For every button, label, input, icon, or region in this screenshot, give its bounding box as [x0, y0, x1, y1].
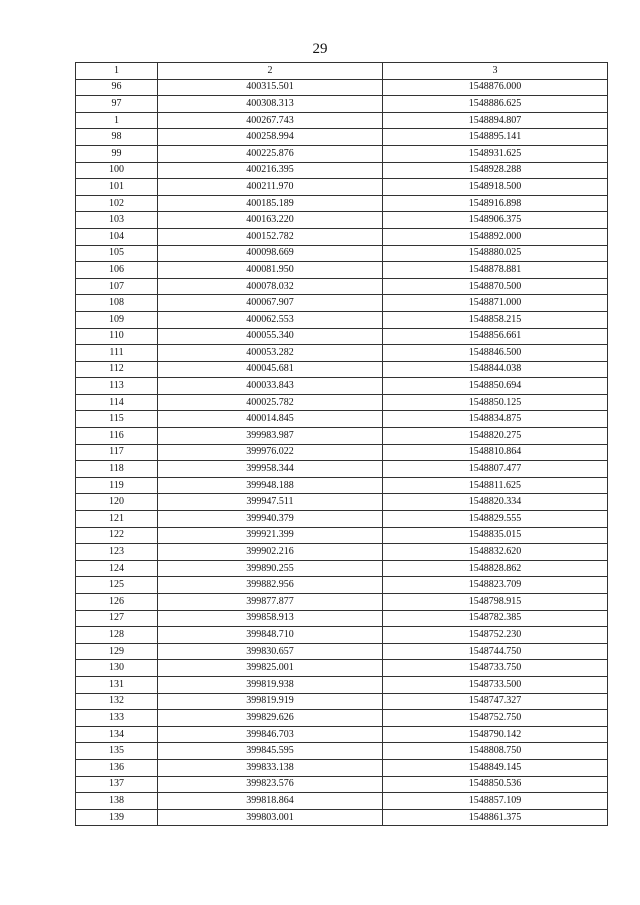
table-row	[76, 96, 608, 113]
cell-x-coordinate: 399983.987	[158, 428, 383, 445]
cell-point-number: 96	[76, 79, 158, 96]
table-row	[76, 627, 608, 644]
table-row	[76, 195, 608, 212]
cell-point-number: 103	[76, 212, 158, 229]
cell-y-coordinate: 1548894.807	[383, 112, 608, 129]
cell-y-coordinate: 1548782.385	[383, 610, 608, 627]
table-row	[76, 511, 608, 528]
cell-y-coordinate: 1548857.109	[383, 793, 608, 810]
cell-point-number: 138	[76, 793, 158, 810]
cell-point-number: 105	[76, 245, 158, 262]
table-row	[76, 444, 608, 461]
cell-y-coordinate: 1548870.500	[383, 278, 608, 295]
cell-x-coordinate: 400025.782	[158, 394, 383, 411]
cell-x-coordinate: 400163.220	[158, 212, 383, 229]
cell-point-number: 115	[76, 411, 158, 428]
cell-x-coordinate: 400053.282	[158, 345, 383, 362]
cell-x-coordinate: 399825.001	[158, 660, 383, 677]
cell-x-coordinate: 399819.919	[158, 693, 383, 710]
cell-point-number: 110	[76, 328, 158, 345]
cell-point-number: 133	[76, 710, 158, 727]
cell-point-number: 130	[76, 660, 158, 677]
table-row	[76, 461, 608, 478]
table-row	[76, 594, 608, 611]
table-row	[76, 577, 608, 594]
cell-point-number: 109	[76, 311, 158, 328]
table-row	[76, 759, 608, 776]
cell-y-coordinate: 1548798.915	[383, 594, 608, 611]
cell-y-coordinate: 1548808.750	[383, 743, 608, 760]
column-header-number: 1	[76, 63, 158, 80]
cell-x-coordinate: 399830.657	[158, 643, 383, 660]
cell-y-coordinate: 1548752.230	[383, 627, 608, 644]
cell-x-coordinate: 399823.576	[158, 776, 383, 793]
cell-point-number: 112	[76, 361, 158, 378]
cell-x-coordinate: 399829.626	[158, 710, 383, 727]
table-row	[76, 295, 608, 312]
cell-x-coordinate: 399890.255	[158, 560, 383, 577]
cell-point-number: 135	[76, 743, 158, 760]
cell-x-coordinate: 399848.710	[158, 627, 383, 644]
table-row	[76, 809, 608, 826]
table-row	[76, 262, 608, 279]
cell-x-coordinate: 399940.379	[158, 511, 383, 528]
cell-point-number: 124	[76, 560, 158, 577]
cell-y-coordinate: 1548733.500	[383, 676, 608, 693]
cell-y-coordinate: 1548832.620	[383, 544, 608, 561]
table-row	[76, 162, 608, 179]
cell-y-coordinate: 1548820.334	[383, 494, 608, 511]
table-row	[76, 527, 608, 544]
table-row	[76, 411, 608, 428]
cell-point-number: 113	[76, 378, 158, 395]
cell-y-coordinate: 1548906.375	[383, 212, 608, 229]
cell-y-coordinate: 1548744.750	[383, 643, 608, 660]
cell-point-number: 106	[76, 262, 158, 279]
cell-x-coordinate: 400062.553	[158, 311, 383, 328]
table-row	[76, 179, 608, 196]
column-header-y: 3	[383, 63, 608, 80]
cell-x-coordinate: 400014.845	[158, 411, 383, 428]
table-row	[76, 793, 608, 810]
cell-point-number: 121	[76, 511, 158, 528]
cell-point-number: 107	[76, 278, 158, 295]
cell-y-coordinate: 1548835.015	[383, 527, 608, 544]
cell-x-coordinate: 399803.001	[158, 809, 383, 826]
cell-x-coordinate: 399958.344	[158, 461, 383, 478]
cell-y-coordinate: 1548931.625	[383, 145, 608, 162]
cell-y-coordinate: 1548810.864	[383, 444, 608, 461]
cell-y-coordinate: 1548820.275	[383, 428, 608, 445]
cell-x-coordinate: 400258.994	[158, 129, 383, 146]
table-row	[76, 228, 608, 245]
cell-x-coordinate: 399882.956	[158, 577, 383, 594]
table-row	[76, 776, 608, 793]
cell-x-coordinate: 399845.595	[158, 743, 383, 760]
table-row	[76, 328, 608, 345]
table-row	[76, 560, 608, 577]
column-header-x: 2	[158, 63, 383, 80]
cell-y-coordinate: 1548829.555	[383, 511, 608, 528]
cell-point-number: 117	[76, 444, 158, 461]
table-row	[76, 145, 608, 162]
cell-y-coordinate: 1548846.500	[383, 345, 608, 362]
cell-x-coordinate: 399902.216	[158, 544, 383, 561]
cell-point-number: 99	[76, 145, 158, 162]
cell-point-number: 137	[76, 776, 158, 793]
cell-point-number: 122	[76, 527, 158, 544]
cell-point-number: 98	[76, 129, 158, 146]
table-row	[76, 610, 608, 627]
cell-y-coordinate: 1548861.375	[383, 809, 608, 826]
cell-point-number: 139	[76, 809, 158, 826]
table-row	[76, 544, 608, 561]
table-row	[76, 477, 608, 494]
cell-x-coordinate: 400152.782	[158, 228, 383, 245]
cell-point-number: 116	[76, 428, 158, 445]
cell-x-coordinate: 399877.877	[158, 594, 383, 611]
cell-x-coordinate: 400098.669	[158, 245, 383, 262]
table-row	[76, 726, 608, 743]
cell-point-number: 123	[76, 544, 158, 561]
cell-point-number: 129	[76, 643, 158, 660]
cell-point-number: 102	[76, 195, 158, 212]
cell-y-coordinate: 1548807.477	[383, 461, 608, 478]
cell-x-coordinate: 400211.970	[158, 179, 383, 196]
page-number: 29	[312, 41, 328, 57]
cell-x-coordinate: 399921.399	[158, 527, 383, 544]
table-row	[76, 79, 608, 96]
cell-point-number: 114	[76, 394, 158, 411]
cell-y-coordinate: 1548892.000	[383, 228, 608, 245]
cell-point-number: 128	[76, 627, 158, 644]
cell-y-coordinate: 1548850.536	[383, 776, 608, 793]
cell-x-coordinate: 399858.913	[158, 610, 383, 627]
cell-y-coordinate: 1548918.500	[383, 179, 608, 196]
cell-x-coordinate: 400045.681	[158, 361, 383, 378]
cell-x-coordinate: 400033.843	[158, 378, 383, 395]
table-row	[76, 212, 608, 229]
table-row	[76, 660, 608, 677]
cell-x-coordinate: 399818.864	[158, 793, 383, 810]
cell-x-coordinate: 400067.907	[158, 295, 383, 312]
cell-point-number: 132	[76, 693, 158, 710]
cell-y-coordinate: 1548850.125	[383, 394, 608, 411]
cell-y-coordinate: 1548916.898	[383, 195, 608, 212]
cell-y-coordinate: 1548834.875	[383, 411, 608, 428]
cell-x-coordinate: 400225.876	[158, 145, 383, 162]
table-row	[76, 278, 608, 295]
cell-x-coordinate: 400081.950	[158, 262, 383, 279]
table-header-row	[76, 63, 608, 80]
cell-y-coordinate: 1548844.038	[383, 361, 608, 378]
cell-point-number: 97	[76, 96, 158, 113]
cell-x-coordinate: 399947.511	[158, 494, 383, 511]
table-row	[76, 394, 608, 411]
cell-point-number: 118	[76, 461, 158, 478]
cell-x-coordinate: 399846.703	[158, 726, 383, 743]
cell-point-number: 119	[76, 477, 158, 494]
cell-y-coordinate: 1548849.145	[383, 759, 608, 776]
cell-x-coordinate: 399976.022	[158, 444, 383, 461]
table-row	[76, 112, 608, 129]
table-row	[76, 311, 608, 328]
cell-x-coordinate: 400216.395	[158, 162, 383, 179]
cell-point-number: 111	[76, 345, 158, 362]
cell-point-number: 136	[76, 759, 158, 776]
cell-y-coordinate: 1548895.141	[383, 129, 608, 146]
cell-x-coordinate: 400185.189	[158, 195, 383, 212]
cell-y-coordinate: 1548871.000	[383, 295, 608, 312]
cell-y-coordinate: 1548811.625	[383, 477, 608, 494]
table-row	[76, 345, 608, 362]
table-row	[76, 494, 608, 511]
cell-point-number: 127	[76, 610, 158, 627]
cell-y-coordinate: 1548886.625	[383, 96, 608, 113]
cell-x-coordinate: 399819.938	[158, 676, 383, 693]
table-row	[76, 129, 608, 146]
cell-y-coordinate: 1548828.862	[383, 560, 608, 577]
cell-y-coordinate: 1548790.142	[383, 726, 608, 743]
cell-point-number: 101	[76, 179, 158, 196]
cell-y-coordinate: 1548856.661	[383, 328, 608, 345]
cell-y-coordinate: 1548880.025	[383, 245, 608, 262]
table-row	[76, 710, 608, 727]
table-row	[76, 643, 608, 660]
cell-point-number: 126	[76, 594, 158, 611]
cell-y-coordinate: 1548752.750	[383, 710, 608, 727]
table-row	[76, 693, 608, 710]
cell-point-number: 1	[76, 112, 158, 129]
cell-point-number: 125	[76, 577, 158, 594]
cell-x-coordinate: 400267.743	[158, 112, 383, 129]
cell-point-number: 100	[76, 162, 158, 179]
cell-y-coordinate: 1548747.327	[383, 693, 608, 710]
table-row	[76, 743, 608, 760]
cell-y-coordinate: 1548878.881	[383, 262, 608, 279]
table-body	[76, 79, 608, 826]
table-row	[76, 361, 608, 378]
cell-x-coordinate: 399948.188	[158, 477, 383, 494]
table-row	[76, 378, 608, 395]
coordinates-table	[75, 62, 608, 826]
cell-point-number: 104	[76, 228, 158, 245]
cell-y-coordinate: 1548928.288	[383, 162, 608, 179]
cell-x-coordinate: 400308.313	[158, 96, 383, 113]
cell-point-number: 134	[76, 726, 158, 743]
cell-y-coordinate: 1548876.000	[383, 79, 608, 96]
cell-x-coordinate: 399833.138	[158, 759, 383, 776]
cell-y-coordinate: 1548733.750	[383, 660, 608, 677]
cell-y-coordinate: 1548858.215	[383, 311, 608, 328]
cell-point-number: 108	[76, 295, 158, 312]
cell-x-coordinate: 400055.340	[158, 328, 383, 345]
table-row	[76, 245, 608, 262]
cell-x-coordinate: 400078.032	[158, 278, 383, 295]
table-row	[76, 428, 608, 445]
cell-point-number: 131	[76, 676, 158, 693]
cell-point-number: 120	[76, 494, 158, 511]
cell-y-coordinate: 1548823.709	[383, 577, 608, 594]
cell-x-coordinate: 400315.501	[158, 79, 383, 96]
cell-y-coordinate: 1548850.694	[383, 378, 608, 395]
table-row	[76, 676, 608, 693]
